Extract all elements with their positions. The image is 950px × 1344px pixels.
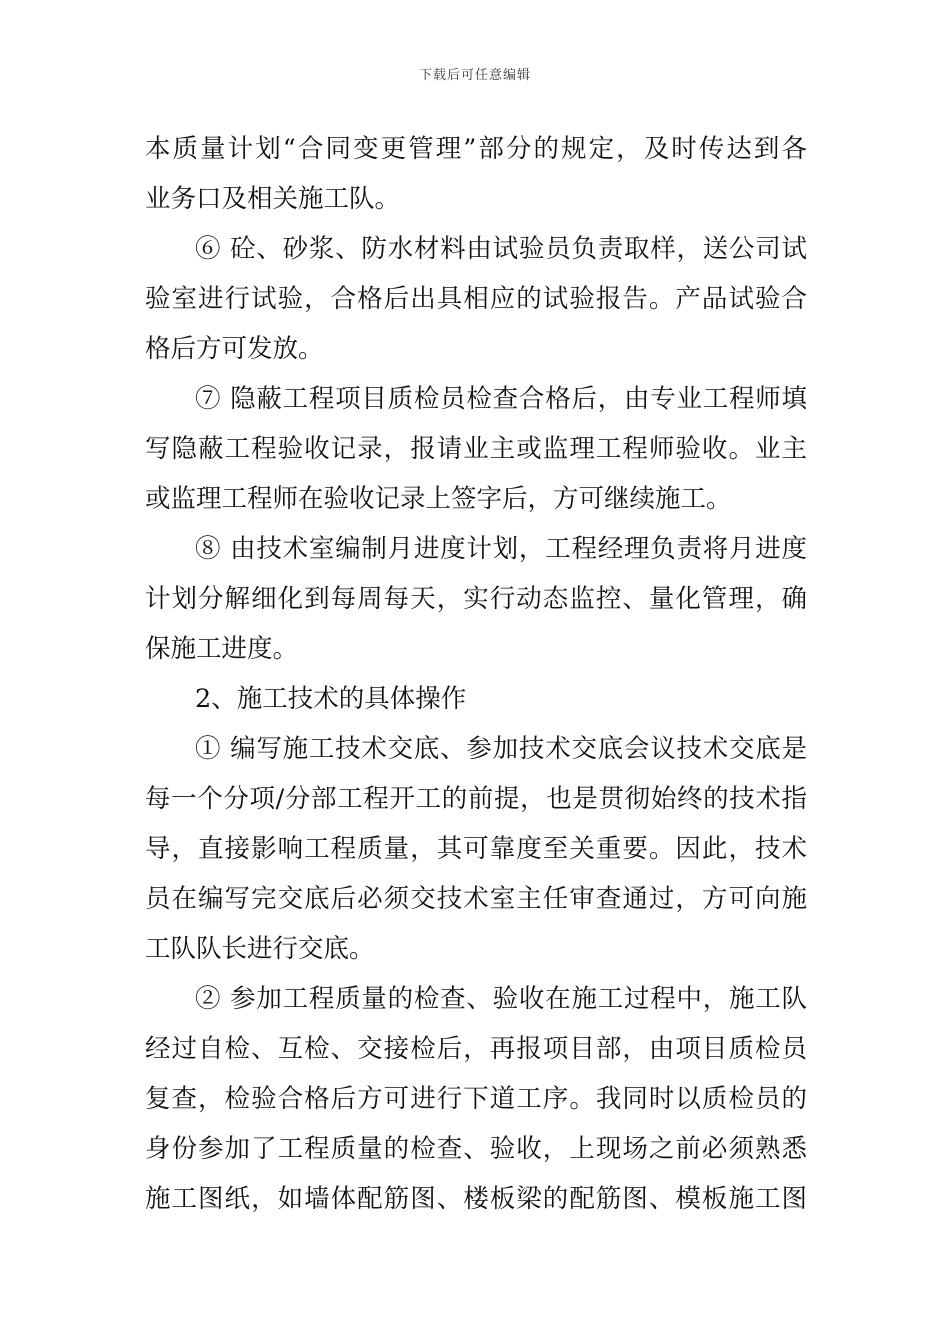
text-line: ⑦ 隐蔽工程项目质检员检查合格后，由专业工程师填 xyxy=(195,384,807,414)
text-line: 2、施工技术的具体操作 xyxy=(195,684,467,714)
text-line: ⑥ 砼、砂浆、防水材料由试验员负责取样，送公司试 xyxy=(195,234,807,264)
text-line: 业务口及相关施工队。 xyxy=(145,184,401,214)
text-line: 每一个分项/分部工程开工的前提，也是贯彻始终的技术指 xyxy=(145,784,807,814)
text-line: 格后方可发放。 xyxy=(145,334,324,364)
paragraph xyxy=(145,724,807,974)
text-line: 导，直接影响工程质量，其可靠度至关重要。因此，技术 xyxy=(145,834,807,864)
text-line: 复查，检验合格后方可进行下道工序。我同时以质检员的 xyxy=(145,1084,807,1114)
paragraph xyxy=(145,374,807,524)
text-line: 员在编写完交底后必须交技术室主任审查通过，方可向施 xyxy=(145,884,807,914)
text-line: 本质量计划“合同变更管理”部分的规定，及时传达到各 xyxy=(145,134,807,164)
text-line: 计划分解细化到每周每天，实行动态监控、量化管理，确 xyxy=(145,584,807,614)
text-line: 身份参加了工程质量的检查、验收，上现场之前必须熟悉 xyxy=(145,1134,807,1164)
document-body xyxy=(145,124,807,1224)
paragraph xyxy=(145,224,807,374)
paragraph xyxy=(145,124,807,224)
text-line: ⑧ 由技术室编制月进度计划，工程经理负责将月进度 xyxy=(195,534,807,564)
paragraph xyxy=(145,524,807,674)
page-header: 下载后可任意编辑 xyxy=(418,68,531,83)
text-line: 施工图纸，如墙体配筋图、楼板梁的配筋图、模板施工图 xyxy=(145,1184,807,1214)
text-line: 或监理工程师在验收记录上签字后，方可继续施工。 xyxy=(145,484,732,514)
paragraph xyxy=(145,974,807,1224)
text-line: 验室进行试验，合格后出具相应的试验报告。产品试验合 xyxy=(145,284,807,314)
text-line: ② 参加工程质量的检查、验收在施工过程中，施工队 xyxy=(195,984,807,1014)
text-line: ① 编写施工技术交底、参加技术交底会议技术交底是 xyxy=(195,734,807,764)
text-line: 经过自检、互检、交接检后，再报项目部，由项目质检员 xyxy=(145,1034,807,1064)
text-line: 工队队长进行交底。 xyxy=(145,934,375,964)
text-line: 保施工进度。 xyxy=(145,634,299,664)
text-line: 写隐蔽工程验收记录，报请业主或监理工程师验收。业主 xyxy=(145,434,807,464)
section-heading xyxy=(145,674,807,724)
